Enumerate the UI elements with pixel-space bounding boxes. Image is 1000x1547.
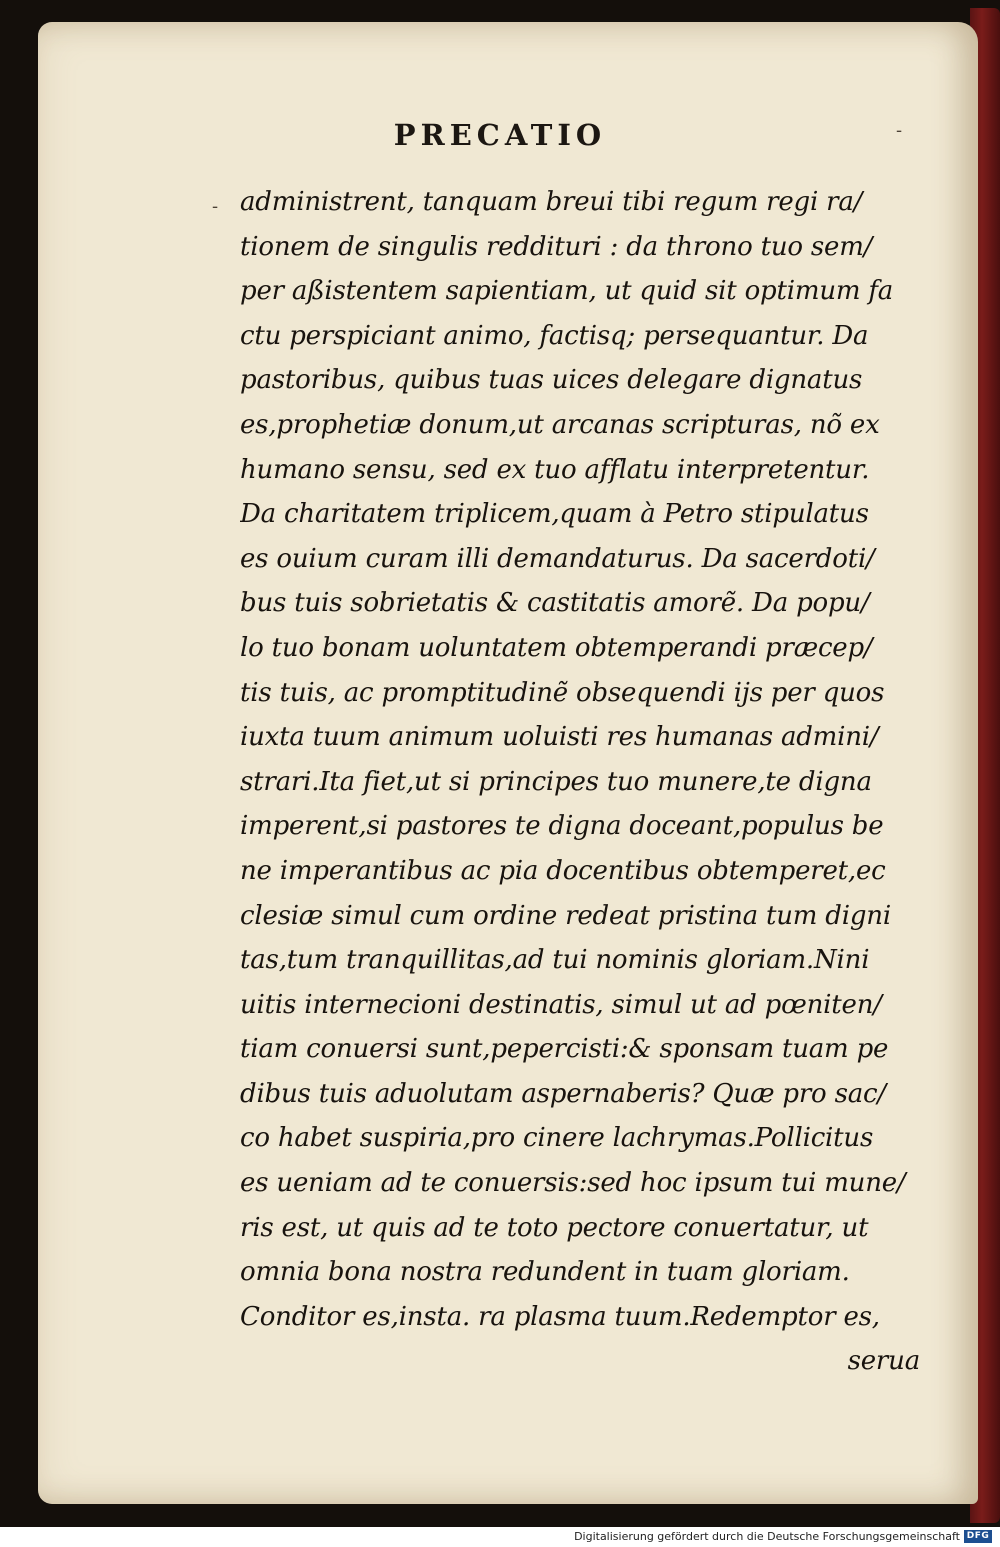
funding-credit: Digitalisierung gefördert durch die Deutsche Forschungsgemeinschaft — [574, 1530, 960, 1543]
margin-mark: - — [212, 196, 219, 217]
text-line: dibus tuis aduolutam aspernaberis? Quæ pro sac/ — [240, 1078, 886, 1109]
dfg-logo: DFG — [964, 1530, 992, 1543]
text-line: iuxta tuum animum uoluisti res humanas admini/ — [240, 722, 879, 753]
text-line: imperent,si pastores te digna doceant,populus be — [240, 811, 884, 842]
text-line: lo tuo bonam uoluntatem obtemperandi præcep/ — [240, 632, 873, 663]
print-mark: - — [896, 120, 903, 141]
body-text — [240, 180, 920, 1384]
catchword: serua — [847, 1346, 920, 1377]
text-line: clesiæ simul cum ordine redeat pristina tum digni — [240, 900, 891, 931]
text-line: es ouium curam illi demandaturus. Da sacerdoti/ — [240, 543, 875, 574]
text-line: co habet suspiria,pro cinere lachrymas.Pollicitus — [240, 1123, 874, 1154]
text-line: Conditor es,insta. ra plasma tuum.Redemptor es, — [240, 1301, 880, 1332]
text-line: tionem de singulis reddituri : da throno tuo sem/ — [240, 231, 873, 262]
text-line: per aßistentem sapientiam, ut quid sit optimum fa — [240, 276, 894, 307]
running-head: PRECATIO — [393, 118, 607, 152]
text-line: pastoribus, quibus tuas uices delegare dignatus — [240, 365, 863, 396]
text-line: administrent, tanquam breui tibi regum regi ra/ — [240, 187, 863, 217]
text-line: es ueniam ad te conuersis:sed hoc ipsum tui mune/ — [240, 1168, 906, 1199]
text-line: es,prophetiæ donum,ut arcanas scripturas, nõ ex — [240, 409, 880, 440]
text-line: humano sensu, sed ex tuo afflatu interpretentur. — [240, 454, 870, 485]
text-line: bus tuis sobrietatis & castitatis amorẽ. Da popu/ — [240, 588, 870, 619]
text-line: tiam conuersi sunt,pepercisti:& sponsam tuam pe — [240, 1034, 889, 1065]
text-line: ctu perspiciant animo, factisq; persequantur. Da — [240, 320, 869, 351]
text-line: tas,tum tranquillitas,ad tui nominis gloriam.Nini — [240, 945, 870, 976]
text-line: omnia bona nostra redundent in tuam gloriam. — [240, 1257, 850, 1288]
text-line: tis tuis, ac promptitudinẽ obsequendi ijs per quos — [240, 677, 885, 708]
text-line: ris est, ut quis ad te toto pectore conuertatur, ut — [240, 1212, 869, 1243]
text-line: ne imperantibus ac pia docentibus obtemperet,ec — [240, 855, 886, 886]
text-line: uitis internecioni destinatis, simul ut ad pœniten/ — [240, 989, 882, 1020]
text-line: strari.Ita fiet,ut si principes tuo munere,te digna — [240, 766, 872, 797]
text-line: Da charitatem triplicem,quam à Petro stipulatus — [240, 499, 869, 530]
